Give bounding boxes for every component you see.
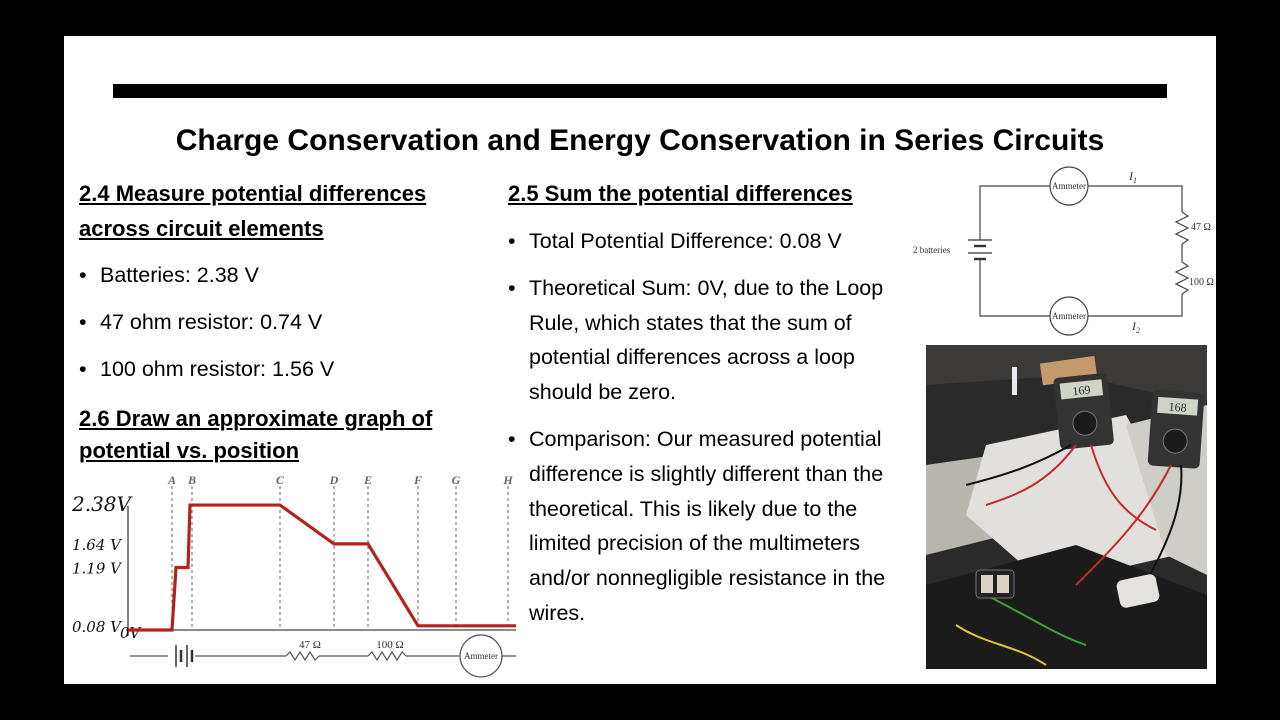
- graph-x-label: B: [187, 473, 197, 487]
- graph-x-label: E: [363, 473, 373, 487]
- section-26-heading: [79, 403, 432, 467]
- section-24-heading: [79, 176, 426, 246]
- section-26-heading-line1: 2.6 Draw an approximate graph of: [79, 406, 433, 431]
- graph-y-tick-labels: [71, 492, 143, 642]
- slide: [64, 36, 1216, 684]
- top-divider-bar: [113, 84, 1167, 98]
- list-item: • Total Potential Difference: 0.08 V: [508, 224, 910, 259]
- circuit-wire: [1088, 186, 1182, 212]
- section-26-heading-line2: potential vs. position: [79, 438, 300, 463]
- section-24-heading-line1: 2.4 Measure potential differences: [79, 181, 427, 206]
- current-i1-label: $I_1$: [1129, 169, 1137, 185]
- resistor-47-icon: [286, 652, 319, 660]
- graph-y-tick-label: 1.19 V: [72, 559, 121, 578]
- graph-y-tick-label: 2.38V: [72, 492, 131, 517]
- graph-x-label: A: [167, 473, 177, 487]
- graph-y-tick-label: 1.64 V: [72, 535, 121, 554]
- circuit-wire: [1088, 294, 1182, 316]
- graph-y-tick-label: 0.08 V: [72, 617, 121, 636]
- graph-x-label: D: [329, 473, 339, 487]
- resistor-47-label: 47 Ω: [299, 639, 321, 651]
- current-i2-label: $I_2$: [1132, 319, 1140, 335]
- section-24-list: [79, 260, 334, 401]
- list-item: • 47 ohm resistor: 0.74 V: [79, 307, 334, 337]
- resistor-47-icon: [1176, 212, 1188, 244]
- section-24-heading-line2: across circuit elements: [79, 216, 324, 241]
- lab-setup-illustration: [926, 345, 1207, 669]
- graph-guides: [172, 486, 508, 630]
- graph-x-label: F: [413, 473, 423, 487]
- list-item: • Comparison: Our measured potential difference is slightly different than the theoretical. This is likely due to the limited precision of the multimeters and/or nonnegligible resistance in the wires.: [508, 422, 910, 631]
- graph-series-line: [128, 505, 516, 630]
- circuit-wire: [980, 260, 1050, 316]
- resistor-100-label: 100 Ω: [1189, 277, 1214, 288]
- potential-graph: [64, 468, 524, 678]
- graph-x-labels: [167, 473, 513, 487]
- graph-circuit-strip: [130, 635, 516, 677]
- circuit-wire: [980, 186, 1050, 240]
- resistor-100-label: 100 Ω: [376, 639, 404, 651]
- section-25-heading: 2.5 Sum the potential differences: [508, 181, 853, 206]
- circuit-diagram: [906, 164, 1216, 339]
- ammeter-top-label: Ammeter: [1052, 181, 1086, 191]
- resistor-100-icon: [1176, 262, 1188, 294]
- section-25-list: [508, 224, 910, 643]
- list-item: • Theoretical Sum: 0V, due to the Loop Rule, which states that the sum of potential differences across a loop should be zero.: [508, 271, 910, 410]
- list-item: • 100 ohm resistor: 1.56 V: [79, 354, 334, 384]
- ammeter-bottom-label: Ammeter: [1052, 311, 1086, 321]
- graph-x-label: H: [503, 473, 513, 487]
- graph-x-label: C: [275, 473, 285, 487]
- lab-setup-photo: [926, 345, 1207, 669]
- graph-y-tick-label: 0V: [120, 624, 141, 642]
- resistor-47-label: 47 Ω: [1191, 222, 1211, 233]
- slide-title: Charge Conservation and Energy Conservation in Series Circuits: [175, 124, 1105, 157]
- multimeter-left-display: 169: [1071, 382, 1092, 399]
- graph-x-label: G: [451, 473, 461, 487]
- strip-ammeter-label: Ammeter: [464, 651, 498, 661]
- multimeter-right-display: 168: [1168, 399, 1188, 415]
- resistor-100-icon: [368, 652, 406, 660]
- list-item: • Batteries: 2.38 V: [79, 260, 334, 290]
- battery-label: 2 batteries: [913, 245, 951, 255]
